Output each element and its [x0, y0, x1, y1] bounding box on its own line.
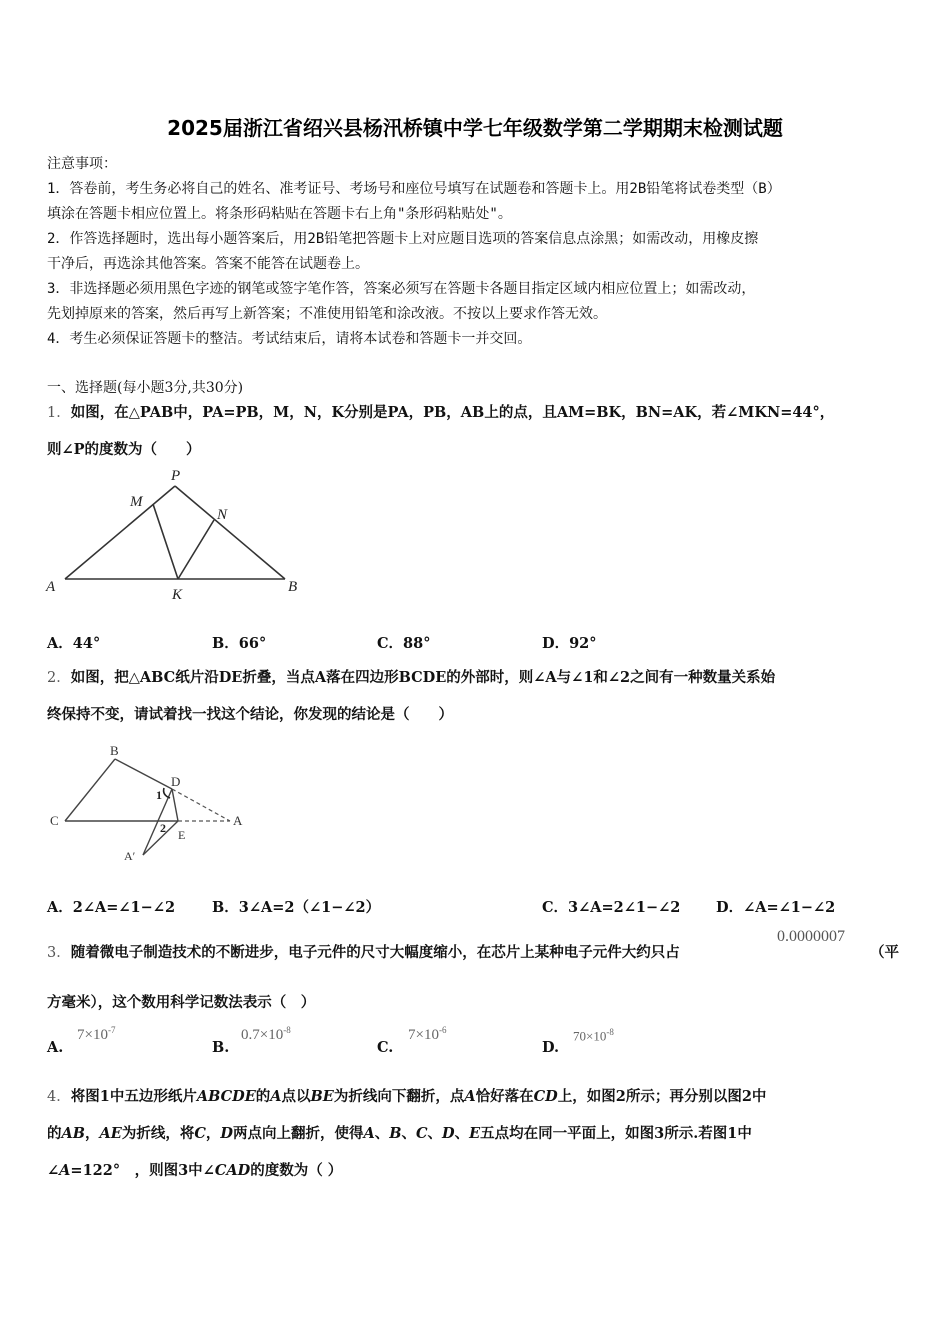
figure-folded-triangle — [44, 740, 254, 870]
label-b: B — [110, 743, 119, 758]
option-letter: C． — [377, 635, 404, 652]
label-n: N — [217, 507, 228, 523]
option-c[interactable] — [377, 632, 430, 653]
question-1-line-2: 则∠P的度数为（ ） — [47, 441, 201, 458]
option-a[interactable] — [47, 896, 175, 917]
option-b[interactable] — [212, 896, 380, 917]
option-letter: D． — [542, 635, 570, 652]
notice-line: 干净后，再选涂其他答案。答案不能答在试题卷上。 — [47, 256, 369, 272]
option-letter: D. — [542, 1039, 560, 1056]
notice-line: 填涂在答题卡相应位置上。将条形码粘贴在答题卡右上角"条形码粘贴处"。 — [47, 206, 512, 222]
option-letter: A． — [47, 635, 73, 652]
label-a-prime: A′ — [124, 849, 136, 863]
option-text: 3∠A=2∠1−∠2 — [568, 899, 681, 916]
option-letter: B． — [212, 635, 239, 652]
option-text: 66° — [238, 635, 267, 652]
label-c: C — [50, 813, 59, 828]
decimal-value: 0.0000007 — [777, 928, 845, 945]
label-k: K — [172, 587, 183, 603]
notice-line: 4．考生必须保证答题卡的整洁。考试结束后，请将本试卷和答题卡一并交回。 — [47, 331, 532, 347]
question-text: 如图，把△ABC纸片沿DE折叠，当点A落在四边形BCDE的外部时，则∠A与∠1和∠2之间有一种数量关系始 — [70, 669, 776, 686]
question-3-line-1 — [47, 941, 680, 962]
document-title: 2025届浙江省绍兴县杨汛桥镇中学七年级数学第二学期期末检测试题 — [167, 116, 783, 140]
option-letter: B． — [212, 899, 239, 916]
question-4-line-2: 的AB，AE为折线，将C，D两点向上翻折，使得A、B、C、D、E五点均在同一平面上，如图3所示.若图1中 — [47, 1125, 752, 1142]
option-b[interactable] — [212, 632, 266, 653]
question-1-line-1 — [47, 401, 834, 422]
option-letter: B. — [212, 1039, 230, 1056]
option-d[interactable] — [716, 896, 835, 917]
question-4-line-1: 4．将图1中五边形纸片ABCDE的A点以BE为折线向下翻折，点A恰好落在CD上，如图2所示；再分别以图2中 — [47, 1088, 767, 1105]
option-text: 3∠A=2（∠1−∠2） — [238, 899, 381, 916]
option-a[interactable] — [47, 1039, 63, 1056]
question-2-line-2: 终保持不变，请试着找一找这个结论，你发现的结论是（ ） — [47, 706, 453, 723]
option-text: 88° — [403, 635, 431, 652]
notice-line: 1．答卷前，考生务必将自己的姓名、准考证号、考场号和座位号填写在试题卷和答题卡上。用2B铅笔将试卷类型（B） — [47, 181, 781, 197]
option-letter: C. — [377, 1039, 394, 1056]
notice-line: 2．作答选择题时，选出每小题答案后，用2B铅笔把答题卡上对应题目选项的答案信息点涂黑；如需改动，用橡皮擦 — [47, 231, 759, 247]
option-letter: A． — [47, 899, 73, 916]
label-a: A — [233, 813, 243, 828]
label-b: B — [288, 579, 298, 595]
option-d[interactable] — [542, 632, 597, 653]
option-c[interactable] — [377, 1039, 393, 1056]
notice-line: 3．非选择题必须用黑色字迹的钢笔或签字笔作答，答案必须写在答题卡各题目指定区域内相应位置上；如需改动， — [47, 281, 756, 297]
label-angle-1: 1 — [156, 788, 162, 802]
option-a[interactable] — [47, 632, 100, 653]
figure-triangle-pab — [44, 462, 304, 607]
option-text: ∠A=∠1−∠2 — [743, 899, 836, 916]
option-a-expression: $7\times 10^{-7}$ — [77, 1025, 116, 1043]
question-3-line-2: 方毫米），这个数用科学记数法表示（ ） — [47, 994, 316, 1011]
label-d: D — [171, 774, 181, 789]
option-d[interactable] — [542, 1039, 559, 1056]
option-c[interactable] — [542, 896, 680, 917]
question-number: 4． — [47, 1089, 71, 1105]
option-b-expression: $0.7\times 10^{-8}$ — [241, 1025, 291, 1043]
option-text: 2∠A=∠1−∠2 — [72, 899, 176, 916]
option-letter: D． — [716, 899, 744, 916]
question-2-line-1 — [47, 666, 775, 687]
question-4-line-3: ∠A=122° ，则图3中∠CAD的度数为（ ） — [47, 1162, 343, 1179]
notice-line: 先划掉原来的答案，然后再写上新答案；不准使用铅笔和涂改液。不按以上要求作答无效。 — [47, 306, 607, 322]
label-m: M — [130, 494, 143, 510]
question-number: 1． — [47, 405, 71, 421]
question-text: 如图，在△PAB中，PA=PB，M，N，K分别是PA，PB，AB上的点，且AM=BK，BN=AK，若∠MKN=44°， — [70, 404, 835, 421]
option-text: 92° — [569, 635, 597, 652]
question-3-line-1-end: （平 — [870, 944, 899, 961]
question-number: 3． — [47, 945, 71, 961]
notice-heading: 注意事项： — [47, 156, 117, 172]
question-text: 随着微电子制造技术的不断进步，电子元件的尺寸大幅度缩小，在芯片上某种电子元件大约只占 — [70, 944, 680, 961]
label-p: P — [171, 468, 181, 484]
label-angle-2: 2 — [160, 821, 166, 835]
option-b[interactable] — [212, 1039, 229, 1056]
option-letter: A. — [47, 1039, 64, 1056]
option-d-expression: $70\times 10^{-8}$ — [573, 1027, 614, 1044]
label-e: E — [178, 828, 186, 842]
option-c-expression: $7\times 10^{-6}$ — [408, 1025, 447, 1043]
section-heading: 一、选择题(每小题3分,共30分) — [47, 380, 244, 396]
question-number: 2． — [47, 670, 71, 686]
label-a: A — [46, 579, 56, 595]
option-text: 44° — [72, 635, 101, 652]
option-letter: C． — [542, 899, 569, 916]
